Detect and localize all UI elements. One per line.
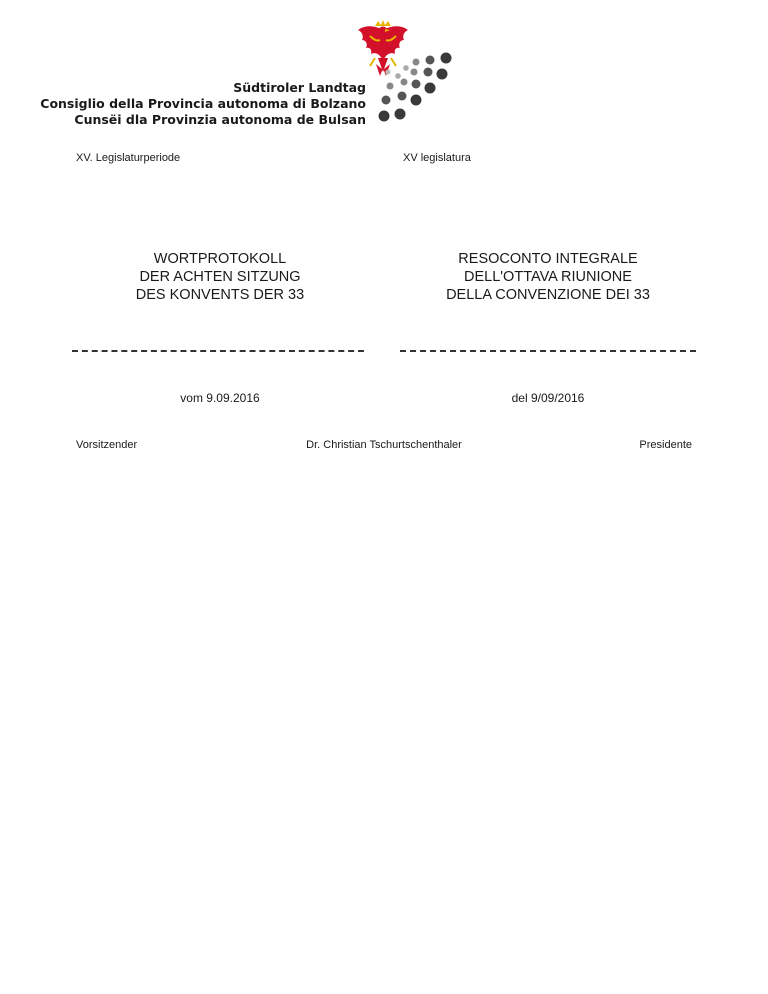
org-name-ladin: Cunsëi dla Provinzia autonoma de Bulsan bbox=[74, 112, 366, 127]
chair-label-italian: Presidente bbox=[639, 439, 692, 451]
chair-name: Dr. Christian Tschurtschenthaler bbox=[306, 439, 462, 451]
org-name-german: Südtiroler Landtag bbox=[233, 80, 366, 95]
legislature-label-italian: XV legislatura bbox=[403, 152, 471, 164]
org-name-italian: Consiglio della Provincia autonoma di Bolzano bbox=[40, 96, 366, 111]
session-date-german: vom 9.09.2016 bbox=[180, 391, 260, 405]
title-line: DELL'OTTAVA RIUNIONE bbox=[464, 269, 632, 285]
document-title-german bbox=[70, 250, 370, 304]
dots-logo bbox=[378, 50, 454, 126]
document-title-italian bbox=[396, 250, 700, 304]
chair-label-german: Vorsitzender bbox=[76, 439, 138, 451]
legislature-label-german: XV. Legislaturperiode bbox=[76, 152, 181, 164]
title-line: DES KONVENTS DER 33 bbox=[135, 287, 305, 303]
divider-left bbox=[72, 350, 364, 352]
title-line: RESOCONTO INTEGRALE bbox=[458, 251, 638, 267]
title-line: WORTPROTOKOLL bbox=[153, 251, 287, 267]
title-line: DER ACHTEN SITZUNG bbox=[139, 269, 301, 285]
organization-name-block bbox=[40, 80, 366, 128]
session-date-italian: del 9/09/2016 bbox=[511, 391, 585, 405]
title-line: DELLA CONVENZIONE DEI 33 bbox=[446, 287, 650, 303]
divider-right bbox=[400, 350, 696, 352]
